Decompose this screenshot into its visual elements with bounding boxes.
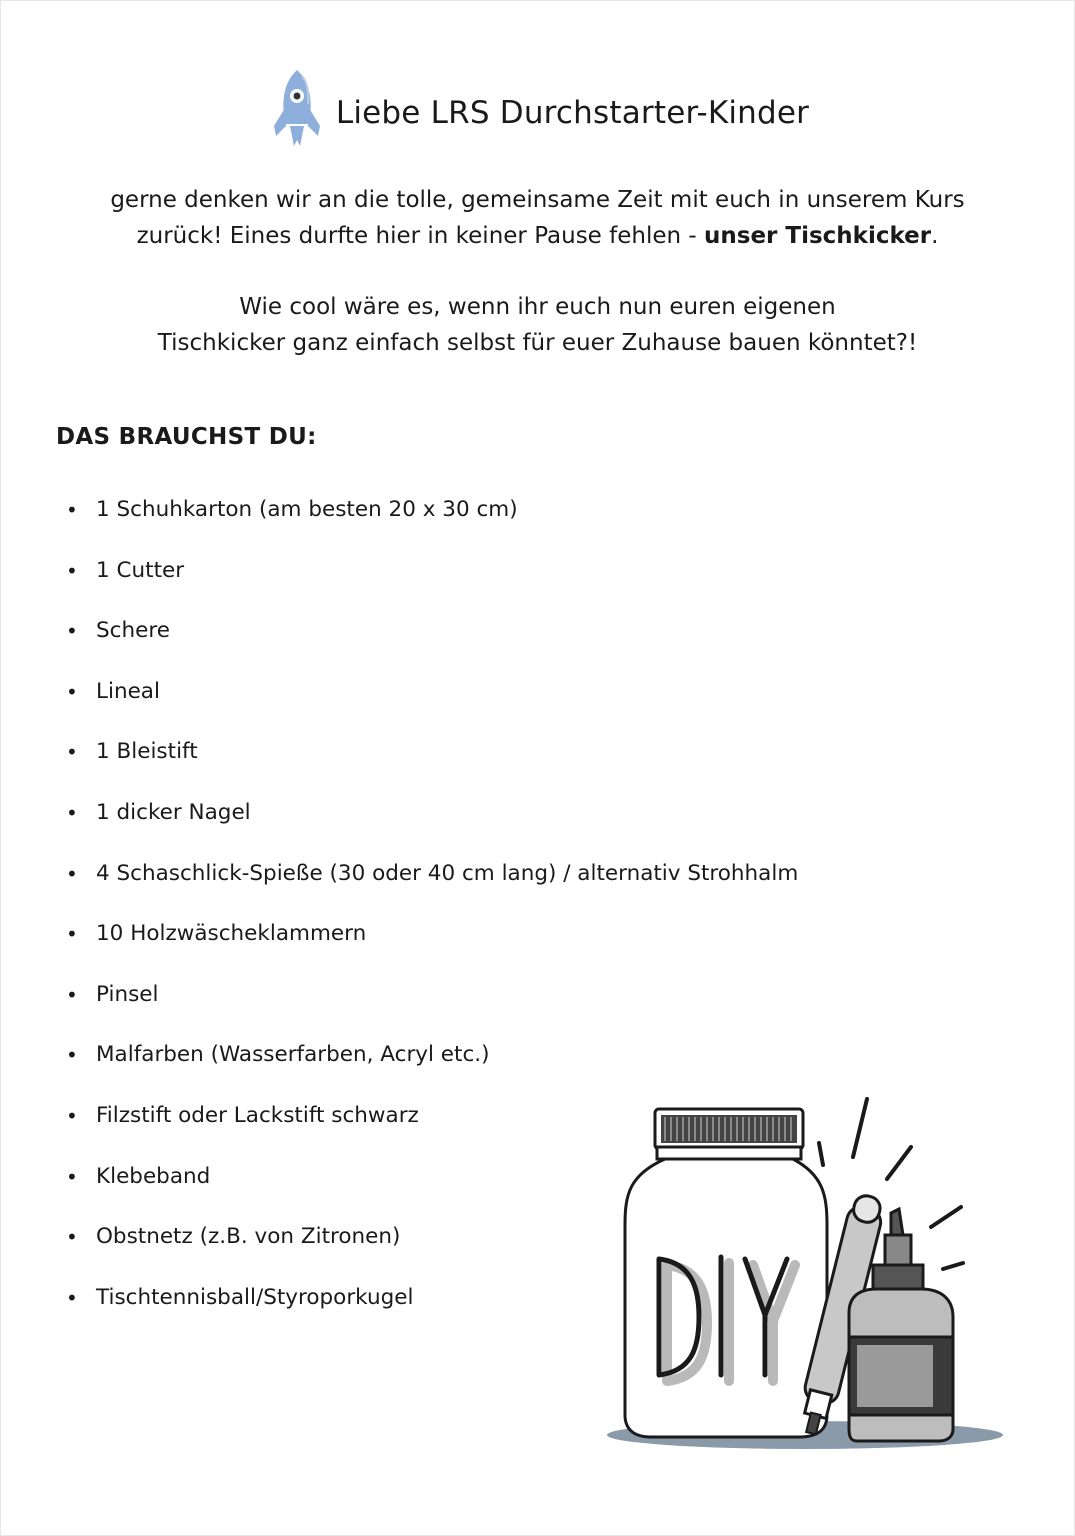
bullet-icon: • bbox=[66, 679, 78, 704]
list-item-label: 1 Cutter bbox=[96, 557, 185, 583]
bullet-icon: • bbox=[66, 1103, 78, 1128]
list-item bbox=[66, 558, 798, 619]
list-item-label: 10 Holzwäscheklammern bbox=[96, 921, 367, 947]
list-item bbox=[66, 739, 798, 800]
bullet-icon: • bbox=[66, 922, 78, 947]
bullet-icon: • bbox=[66, 619, 78, 644]
list-item bbox=[66, 497, 798, 558]
list-item-label: Lineal bbox=[96, 678, 160, 704]
bullet-icon: • bbox=[66, 1043, 78, 1068]
list-item-label: Obstnetz (z.B. von Zitronen) bbox=[96, 1224, 401, 1250]
list-item-label: 1 Schuhkarton (am besten 20 x 30 cm) bbox=[96, 497, 518, 522]
list-item-label: Tischtennisball/Styroporkugel bbox=[96, 1284, 414, 1310]
bullet-icon: • bbox=[66, 1225, 78, 1250]
list-item bbox=[66, 861, 798, 922]
intro-line: gerne denken wir an die tolle, gemeinsame Zeit mit euch in unserem Kurs bbox=[110, 187, 965, 213]
intro-line: Tischkicker ganz einfach selbst für euer Zuhause bauen könntet?! bbox=[157, 330, 918, 356]
list-item-label: Klebeband bbox=[96, 1163, 211, 1189]
bullet-icon: • bbox=[66, 498, 78, 522]
bullet-icon: • bbox=[66, 800, 78, 825]
list-item-label: Malfarben (Wasserfarben, Acryl etc.) bbox=[96, 1042, 490, 1068]
list-item bbox=[66, 921, 798, 982]
intro-paragraph-1 bbox=[40, 182, 1035, 254]
intro-text: . bbox=[931, 223, 939, 249]
intro-bold-text: unser Tischkicker bbox=[704, 223, 932, 249]
list-item-label: Filzstift oder Lackstift schwarz bbox=[96, 1102, 419, 1128]
page-title: Liebe LRS Durchstarter-Kinder bbox=[335, 95, 810, 131]
bullet-icon: • bbox=[66, 982, 78, 1007]
list-item bbox=[66, 800, 798, 861]
bullet-icon: • bbox=[66, 1164, 78, 1189]
list-item-label: Schere bbox=[96, 618, 170, 644]
intro-line: Wie cool wäre es, wenn ihr euch nun euren eigenen bbox=[239, 294, 836, 320]
intro-line bbox=[40, 218, 1035, 254]
list-item-label: Pinsel bbox=[96, 981, 159, 1007]
bullet-icon: • bbox=[66, 558, 78, 583]
materials-heading: DAS BRAUCHST DU: bbox=[56, 424, 317, 450]
intro-text: zurück! Eines durfte hier in keiner Pause fehlen - bbox=[136, 223, 705, 249]
bullet-icon: • bbox=[66, 861, 78, 886]
bullet-icon: • bbox=[66, 1285, 78, 1310]
bullet-icon: • bbox=[66, 740, 78, 765]
diy-jar-illustration bbox=[595, 1085, 1015, 1465]
list-item-label: 1 dicker Nagel bbox=[96, 799, 251, 825]
rocket-icon bbox=[266, 66, 328, 152]
list-item bbox=[66, 679, 798, 740]
list-item-label: 4 Schaschlick-Spieße (30 oder 40 cm lang) / alternativ Strohhalm bbox=[96, 860, 799, 886]
list-item bbox=[66, 618, 798, 679]
list-item bbox=[66, 982, 798, 1043]
header bbox=[0, 66, 1075, 152]
intro-paragraph-2 bbox=[40, 289, 1035, 361]
list-item-label: 1 Bleistift bbox=[96, 739, 198, 765]
